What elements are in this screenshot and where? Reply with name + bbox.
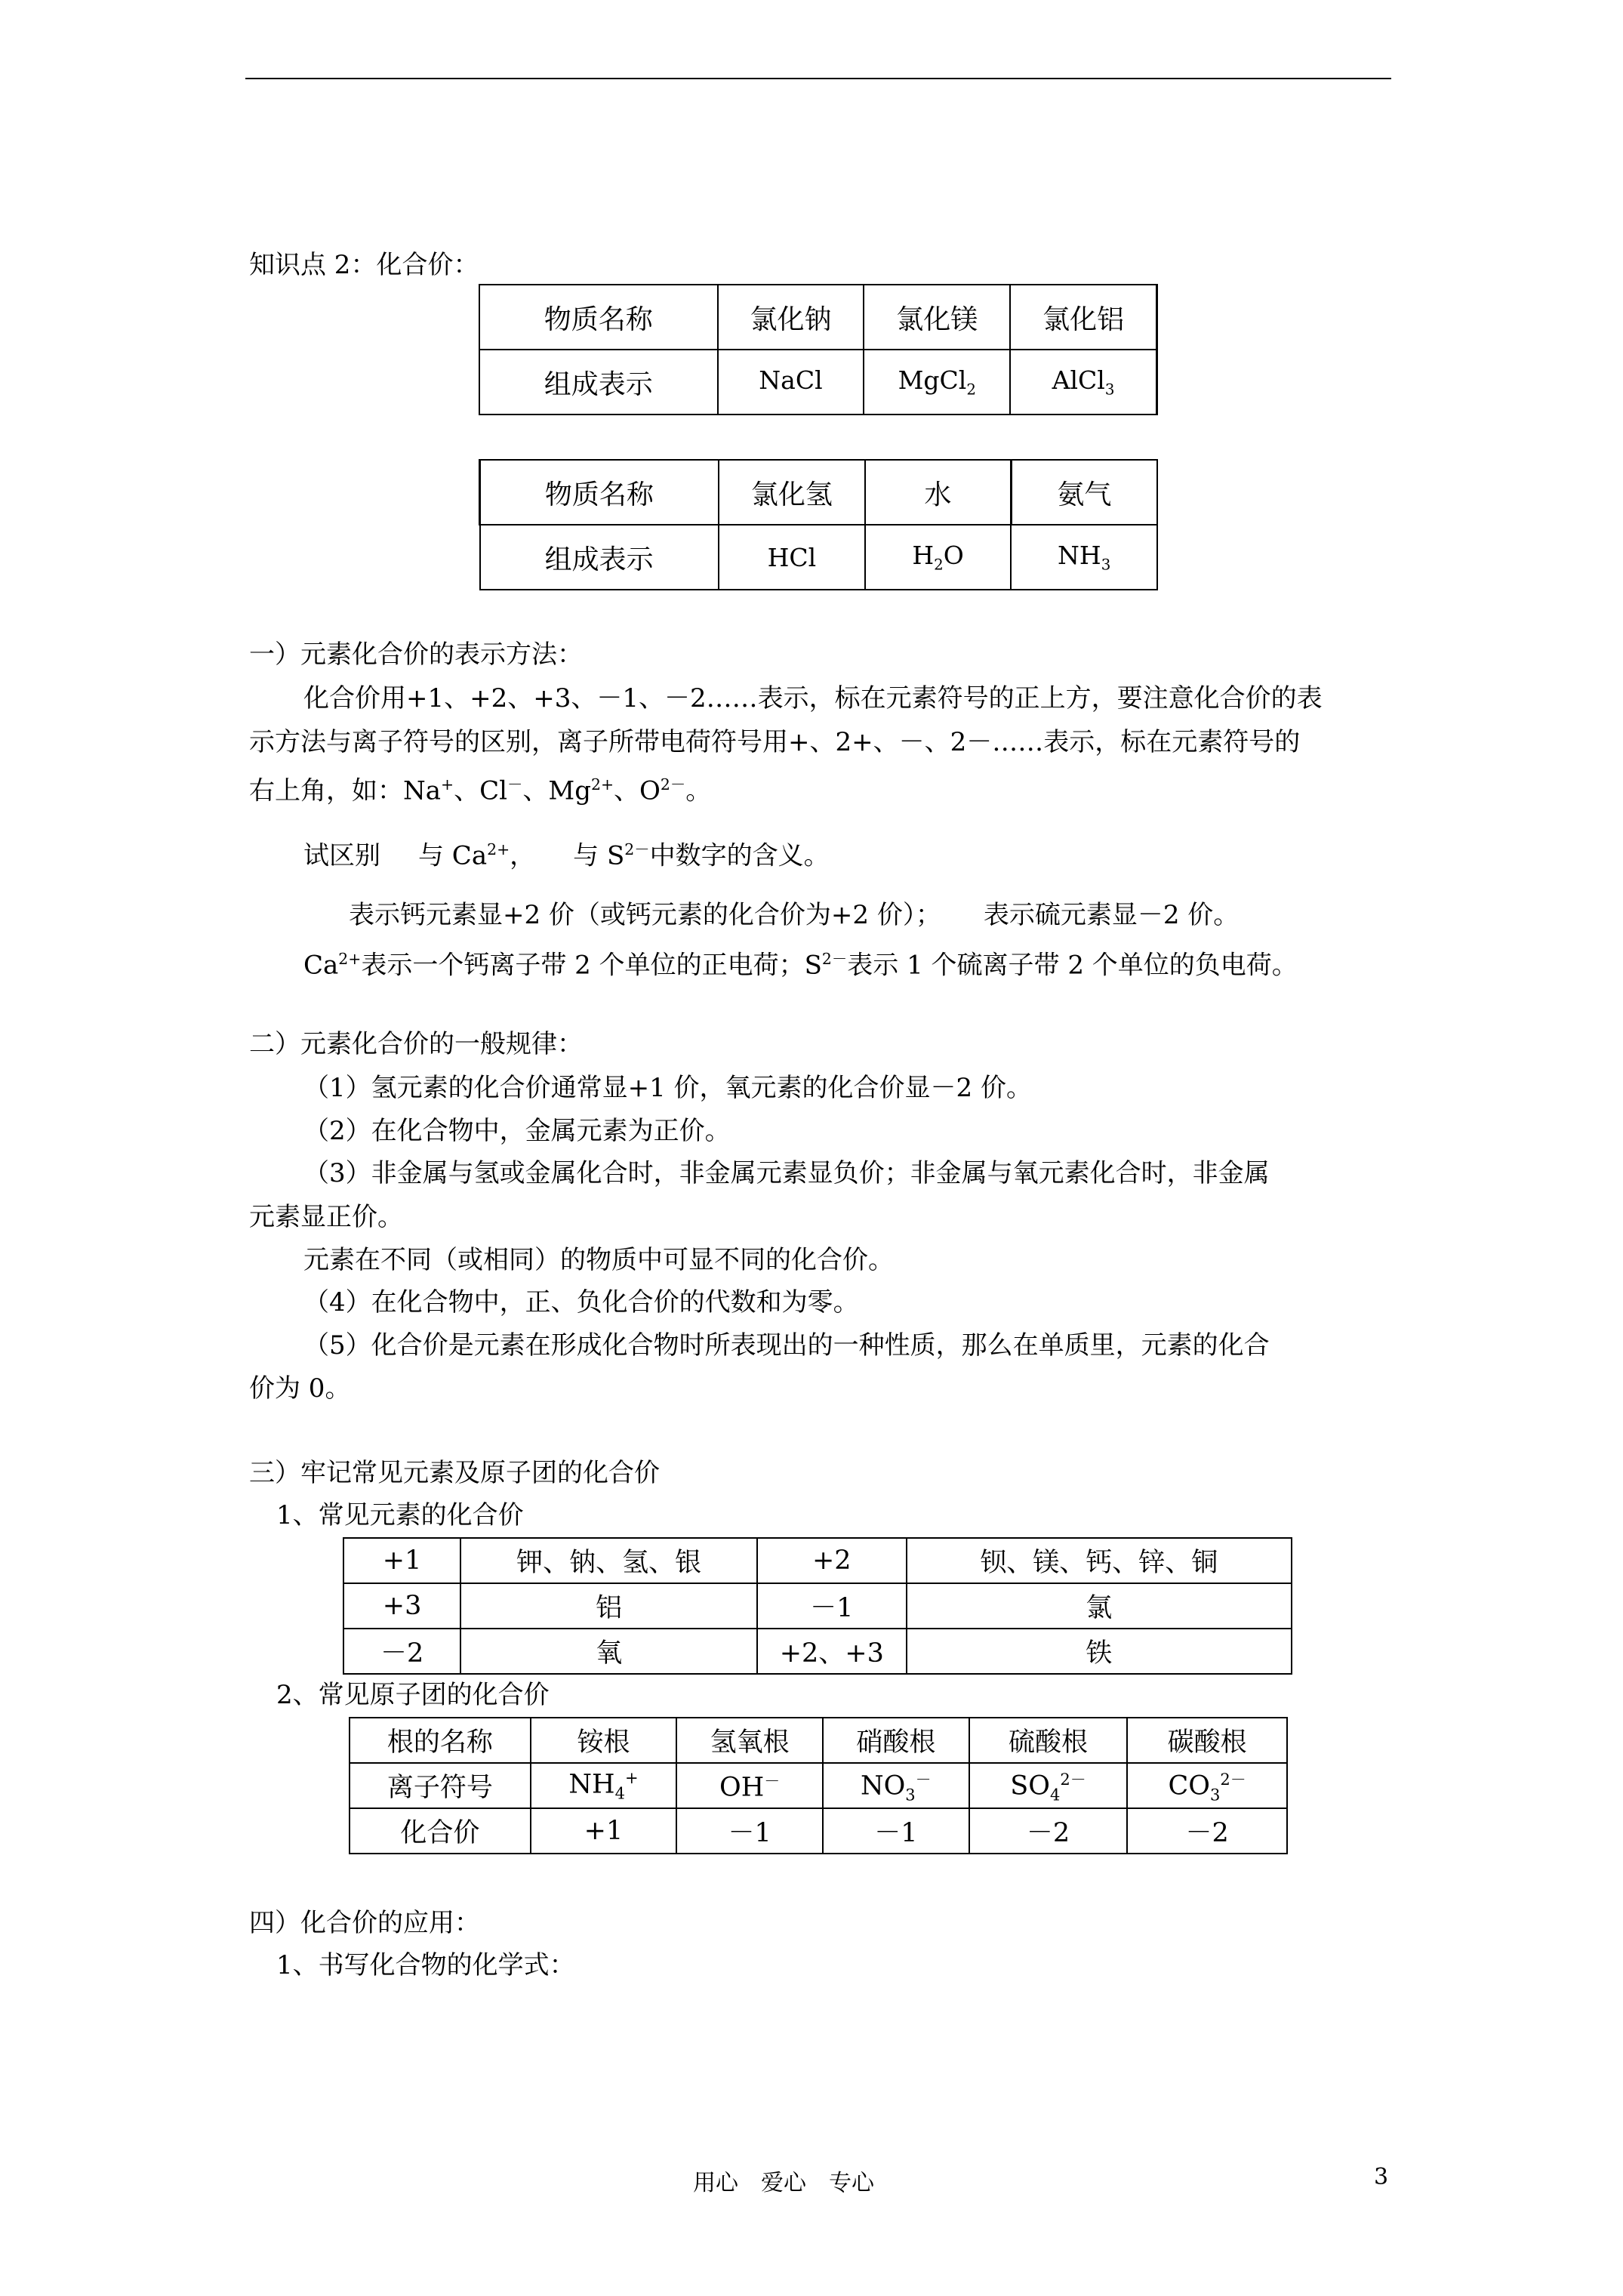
- superscript: 2+: [590, 775, 614, 794]
- formula-cell: [719, 525, 865, 590]
- ion-cell: [823, 1763, 969, 1808]
- ion-text: CO: [1168, 1771, 1211, 1801]
- formula-text: MgCl: [898, 365, 967, 396]
- ion-subscript: 4: [1049, 1786, 1061, 1804]
- rule-3: （3）非金属与氢或金属化合时，非金属元素显负价；非金属与氧元素化合时，非金属: [303, 1158, 1270, 1188]
- table-row: [480, 460, 1158, 525]
- text-run: 与 S: [573, 840, 625, 871]
- text-run: 。: [685, 775, 712, 806]
- table-cell: －1: [823, 1808, 969, 1854]
- table-cell: +3: [343, 1583, 460, 1629]
- ion-charge: 2－: [1220, 1770, 1246, 1789]
- formula-subscript: 3: [1104, 381, 1115, 399]
- ion-text: NH: [568, 1769, 615, 1800]
- formula-cell: [1011, 525, 1157, 590]
- ion-subscript: 3: [1210, 1786, 1221, 1804]
- radical-valence-table: [349, 1717, 1288, 1854]
- table-cell: 钡、镁、钙、锌、铜: [907, 1538, 1292, 1583]
- table-cell: 氯化钠: [718, 285, 864, 350]
- formula-text: H: [912, 541, 935, 571]
- ion-cell: [676, 1763, 823, 1808]
- table-cell: 物质名称: [479, 285, 718, 350]
- text-run: 表示一个钙离子带 2 个单位的正电荷；S: [361, 950, 822, 981]
- table-cell: －2: [343, 1629, 460, 1674]
- section-heading-k2: 知识点 2：化合价：: [249, 250, 479, 280]
- table-row: [343, 1583, 1292, 1629]
- answer-line-2: [303, 946, 1298, 981]
- section-heading-2: 二）元素化合价的一般规律：: [249, 1029, 583, 1059]
- formula-text: NH: [1058, 541, 1101, 571]
- text-run: ，: [510, 840, 536, 871]
- text-run: 右上角，如：Na: [249, 775, 442, 806]
- table-cell: 氯化氢: [719, 460, 865, 525]
- superscript: 2－: [660, 775, 686, 794]
- superscript: 2－: [821, 950, 848, 968]
- rule-1: （1）氢元素的化合价通常显+1 价，氧元素的化合价显－2 价。: [303, 1073, 1032, 1103]
- ion-subscript: 3: [905, 1786, 916, 1804]
- table-cell: 氯: [907, 1583, 1292, 1629]
- superscript: －: [507, 775, 523, 794]
- formula-text: O: [943, 541, 964, 571]
- table-row: [350, 1763, 1287, 1808]
- compound-table-2: [479, 459, 1158, 590]
- table-row: [343, 1538, 1292, 1583]
- formula-text: HCl: [767, 542, 817, 572]
- superscript: 2+: [487, 840, 510, 858]
- superscript: 2－: [624, 840, 650, 858]
- rule-5: （5）化合价是元素在形成化合物时所表现出的一种性质，那么在单质里，元素的化合: [303, 1330, 1270, 1361]
- ion-cell: [1127, 1763, 1287, 1808]
- table-cell: 铝: [460, 1583, 757, 1629]
- table-cell: 氨气: [1011, 460, 1157, 525]
- ion-charge: +: [624, 1768, 639, 1787]
- table-row: [480, 525, 1158, 590]
- header-rule: [245, 78, 1391, 79]
- section-heading-1: 一）元素化合价的表示方法：: [249, 639, 583, 670]
- section-heading-3: 三）牢记常见元素及原子团的化合价: [249, 1458, 660, 1488]
- table-row: [350, 1718, 1287, 1763]
- rule-note: 元素在不同（或相同）的物质中可显不同的化合价。: [303, 1245, 894, 1275]
- table-row: [479, 350, 1157, 415]
- paragraph-line: 示方法与离子符号的区别，离子所带电荷符号用+、2+、－、2－……表示，标在元素符号的: [249, 727, 1301, 757]
- footer-slogan: 用心 爱心 专心: [693, 2170, 874, 2196]
- table-row: [343, 1629, 1292, 1674]
- formula-cell: [865, 525, 1012, 590]
- text-run: 、Cl: [454, 775, 508, 806]
- ion-text: NO: [860, 1771, 906, 1801]
- rule-5-cont: 价为 0。: [249, 1373, 351, 1404]
- page-number: 3: [1374, 2164, 1389, 2190]
- table-cell: 氧: [460, 1629, 757, 1674]
- rule-3-cont: 元素显正价。: [249, 1202, 403, 1232]
- table-cell: －1: [757, 1583, 907, 1629]
- table-cell: 硝酸根: [823, 1718, 969, 1763]
- table-cell: 根的名称: [350, 1718, 531, 1763]
- formula-text: NaCl: [759, 365, 823, 396]
- table-cell: +2、+3: [757, 1629, 907, 1674]
- subheading-radicals: 2、常见原子团的化合价: [276, 1680, 550, 1710]
- formula-subscript: 3: [1101, 556, 1111, 574]
- text-run: 与 Ca: [418, 840, 488, 871]
- table-row: [350, 1808, 1287, 1854]
- section-heading-4: 四）化合价的应用：: [249, 1908, 480, 1938]
- formula-text: AlCl: [1052, 365, 1105, 396]
- table-cell: 铁: [907, 1629, 1292, 1674]
- text-run: 、O: [614, 775, 661, 806]
- table-cell: 氢氧根: [676, 1718, 823, 1763]
- answer-line-1: [349, 902, 1239, 928]
- subheading-formula-writing: 1、书写化合物的化学式：: [276, 1950, 575, 1980]
- table-cell: 物质名称: [480, 460, 719, 525]
- table-row: [479, 285, 1157, 350]
- table-cell: +1: [343, 1538, 460, 1583]
- paragraph-line: 化合价用+1、+2、+3、－1、－2……表示，标在元素符号的正上方，要注意化合价的表: [303, 683, 1323, 713]
- text-run: 表示钙元素显+2 价（或钙元素的化合价为+2 价）；: [349, 900, 941, 930]
- table-cell: －2: [969, 1808, 1128, 1854]
- text-run: 表示 1 个硫离子带 2 个单位的负电荷。: [847, 950, 1298, 981]
- text-run: 、Mg: [522, 775, 591, 806]
- table-cell: +2: [757, 1538, 907, 1583]
- formula-subscript: 2: [966, 381, 976, 399]
- table-cell: 碳酸根: [1127, 1718, 1287, 1763]
- ion-charge: 2－: [1060, 1770, 1086, 1789]
- table-cell: 组成表示: [480, 525, 719, 590]
- text-run: 试区别: [303, 840, 380, 871]
- text-run: Ca: [303, 950, 339, 981]
- question-line: [303, 837, 830, 871]
- formula-cell: [718, 350, 864, 415]
- ion-text: SO: [1010, 1771, 1050, 1801]
- ion-cell: [969, 1763, 1128, 1808]
- formula-cell: [864, 350, 1010, 415]
- table-cell: －1: [676, 1808, 823, 1854]
- table-cell: 组成表示: [479, 350, 718, 415]
- formula-subscript: 2: [934, 556, 944, 574]
- paragraph-line: [249, 772, 712, 806]
- table-cell: 氯化铝: [1010, 285, 1156, 350]
- element-valence-table: [343, 1537, 1292, 1675]
- table-cell: 硫酸根: [969, 1718, 1128, 1763]
- ion-charge: －: [764, 1771, 781, 1790]
- formula-cell: [1010, 350, 1156, 415]
- table-cell: 化合价: [350, 1808, 531, 1854]
- text-run: 表示硫元素显－2 价。: [983, 900, 1240, 930]
- ion-subscript: 4: [614, 1784, 625, 1803]
- rule-4: （4）在化合物中，正、负化合价的代数和为零。: [303, 1287, 859, 1318]
- subheading-elements: 1、常见元素的化合价: [276, 1500, 524, 1530]
- ion-cell: [531, 1763, 677, 1808]
- table-cell: 水: [865, 460, 1012, 525]
- table-cell: +1: [531, 1808, 677, 1854]
- table-cell: 氯化镁: [864, 285, 1010, 350]
- table-cell: －2: [1127, 1808, 1287, 1854]
- ion-charge: －: [915, 1770, 932, 1789]
- table-cell: 离子符号: [350, 1763, 531, 1808]
- table-cell: 钾、钠、氢、银: [460, 1538, 757, 1583]
- superscript: 2+: [338, 950, 362, 968]
- text-run: 中数字的含义。: [649, 840, 830, 871]
- rule-2: （2）在化合物中，金属元素为正价。: [303, 1116, 731, 1146]
- table-cell: 铵根: [531, 1718, 677, 1763]
- compound-table-1: [479, 284, 1158, 415]
- superscript: +: [441, 775, 454, 794]
- ion-text: OH: [719, 1772, 765, 1803]
